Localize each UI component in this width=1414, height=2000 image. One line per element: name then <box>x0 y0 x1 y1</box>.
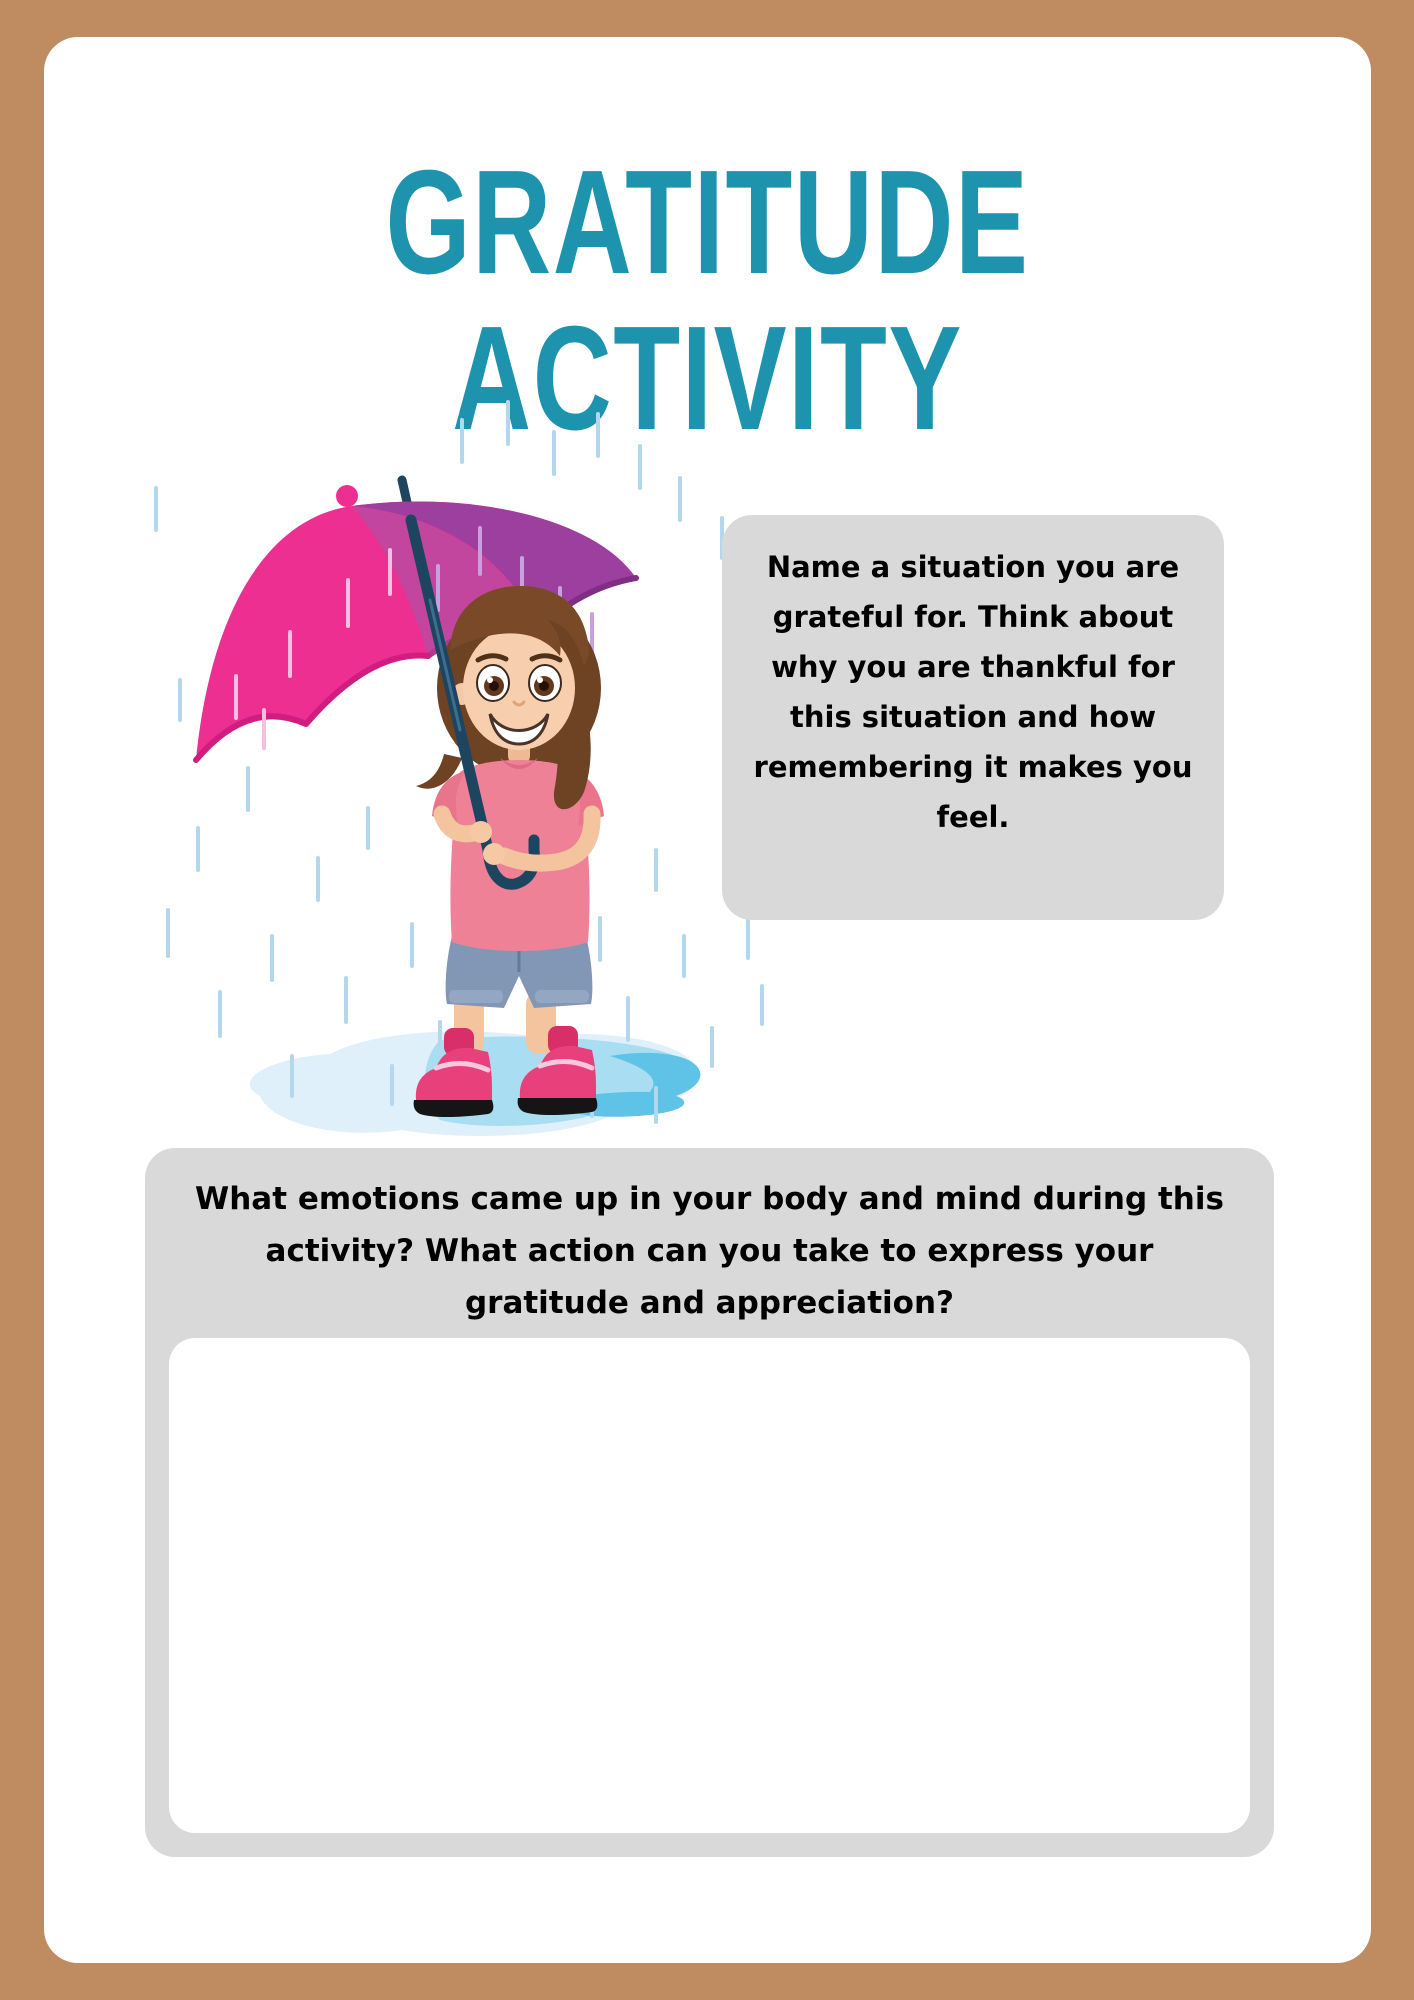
prompt-line: why you are thankful for <box>771 650 1175 684</box>
prompt-line: feel. <box>936 800 1010 834</box>
answer-writing-area[interactable] <box>169 1338 1250 1833</box>
question-line: activity? What action can you take to express your <box>265 1233 1154 1269</box>
prompt-line: grateful for. Think about <box>772 600 1174 634</box>
question-line: What emotions came up in your body and mind during this <box>195 1181 1224 1217</box>
girl-umbrella-illustration <box>140 380 780 1170</box>
title-line-1: GRATITUDE <box>385 140 1030 305</box>
page-sheet <box>44 37 1371 1963</box>
umbrella-knob <box>336 485 358 507</box>
question-line: gratitude and appreciation? <box>464 1285 955 1321</box>
reflection-question-box <box>145 1148 1274 1857</box>
gratitude-prompt-box <box>722 515 1224 920</box>
prompt-line: Name a situation you are <box>766 550 1180 584</box>
title-line-2: ACTIVITY <box>452 296 963 461</box>
prompt-line: remembering it makes you <box>753 750 1193 784</box>
prompt-line: this situation and how <box>790 700 1156 734</box>
